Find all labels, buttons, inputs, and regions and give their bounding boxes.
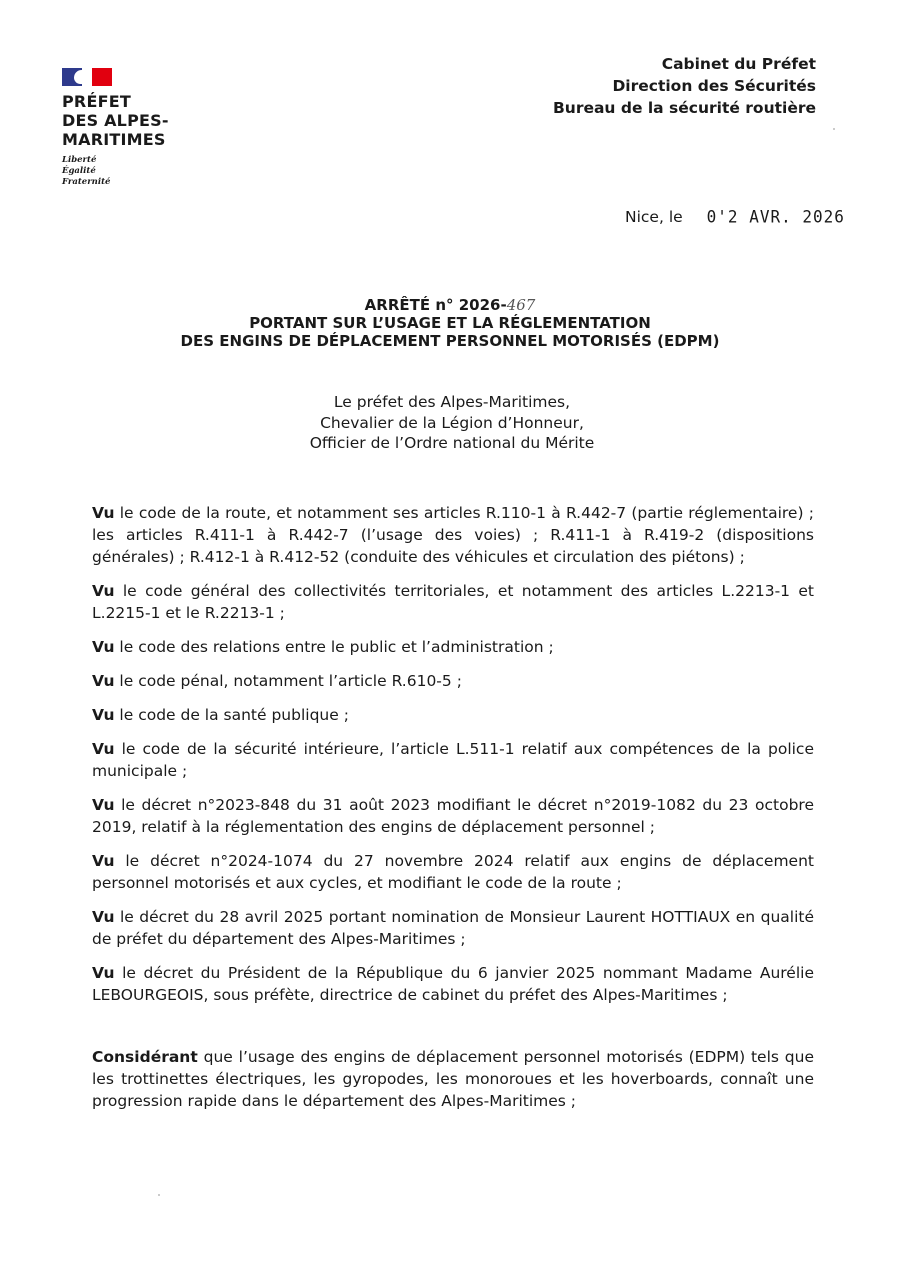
decree-subject-line-2: DES ENGINS DE DÉPLACEMENT PERSONNEL MOTORISÉS (EDPM)	[180, 332, 720, 350]
visa-paragraph: Vu le code pénal, notamment l’article R.610-5 ;	[92, 672, 462, 690]
authority-block: Le préfet des Alpes-Maritimes, Chevalier de la Légion d’Honneur, Officier de l’Ordre national du Mérite	[309, 393, 595, 452]
visa-paragraph: Vu le décret n°2023-848 du 31 août 2023 modifiant le décret n°2019-1082 du 23 octobre 2019, relatif à la réglementation des engins de déplacement personnel ;	[92, 796, 814, 836]
visa-paragraph: Vu le décret n°2024-1074 du 27 novembre 2024 relatif aux engins de déplacement personnel motorisés et aux cycles, et modifiant le code de la route ;	[92, 852, 814, 892]
scan-speck	[833, 128, 835, 130]
dateline	[625, 207, 845, 226]
marianne-flag-icon	[62, 68, 112, 86]
visa-paragraph: Vu le décret du 28 avril 2025 portant nomination de Monsieur Laurent HOTTIAUX en qualité de préfet du département des Alpes-Maritimes ;	[92, 908, 814, 948]
visa-paragraph: Vu le code de la route, et notamment ses articles R.110-1 à R.442-7 (partie réglementaire) ; les articles R.411-1 à R.442-7 (l’usage des voies) ; R.411-1 à R.419-2 (dispositions générales) ; R.412-1 à R.412-52 (conduite des véhicules et circulation des piétons) ;	[92, 504, 814, 566]
decree-title	[0, 296, 900, 350]
issuing-office: Cabinet du Préfet Direction des Sécurités Bureau de la sécurité routière	[552, 55, 816, 117]
dateline-place: Nice, le	[625, 208, 683, 226]
handwritten-number: 467	[506, 296, 536, 314]
prefecture-logo	[62, 68, 202, 188]
republic-motto: Liberté Égalité Fraternité	[62, 155, 111, 187]
date-stamp: 0'2 AVR. 2026	[706, 206, 845, 227]
visa-paragraph: Vu le code de la santé publique ;	[92, 706, 349, 724]
visa-paragraph: Vu le code des relations entre le public et l’administration ;	[92, 638, 554, 656]
decree-number: ARRÊTÉ n° 2026-467	[364, 296, 536, 314]
decree-subject-line-1: PORTANT SUR L’USAGE ET LA RÉGLEMENTATION	[249, 314, 651, 332]
decree-body	[92, 502, 814, 1124]
scan-speck	[158, 1194, 160, 1196]
visa-paragraph: Vu le code général des collectivités territoriales, et notamment des articles L.2213-1 et L.2215-1 et le R.2213-1 ;	[92, 582, 814, 622]
logo-prefecture-name: PRÉFET DES ALPES- MARITIMES	[62, 92, 169, 149]
visa-paragraph: Vu le code de la sécurité intérieure, l’article L.511-1 relatif aux compétences de la police municipale ;	[92, 740, 814, 780]
visa-paragraph: Vu le décret du Président de la République du 6 janvier 2025 nommant Madame Aurélie LEBOURGEOIS, sous préfète, directrice de cabinet du préfet des Alpes-Maritimes ;	[92, 964, 814, 1004]
considerant-paragraph: Considérant que l’usage des engins de déplacement personnel motorisés (EDPM) tels que les trottinettes électriques, les gyropodes, les monoroues et les hoverboards, connaît une progression rapide dans le département des Alpes-Maritimes ;	[92, 1048, 815, 1110]
